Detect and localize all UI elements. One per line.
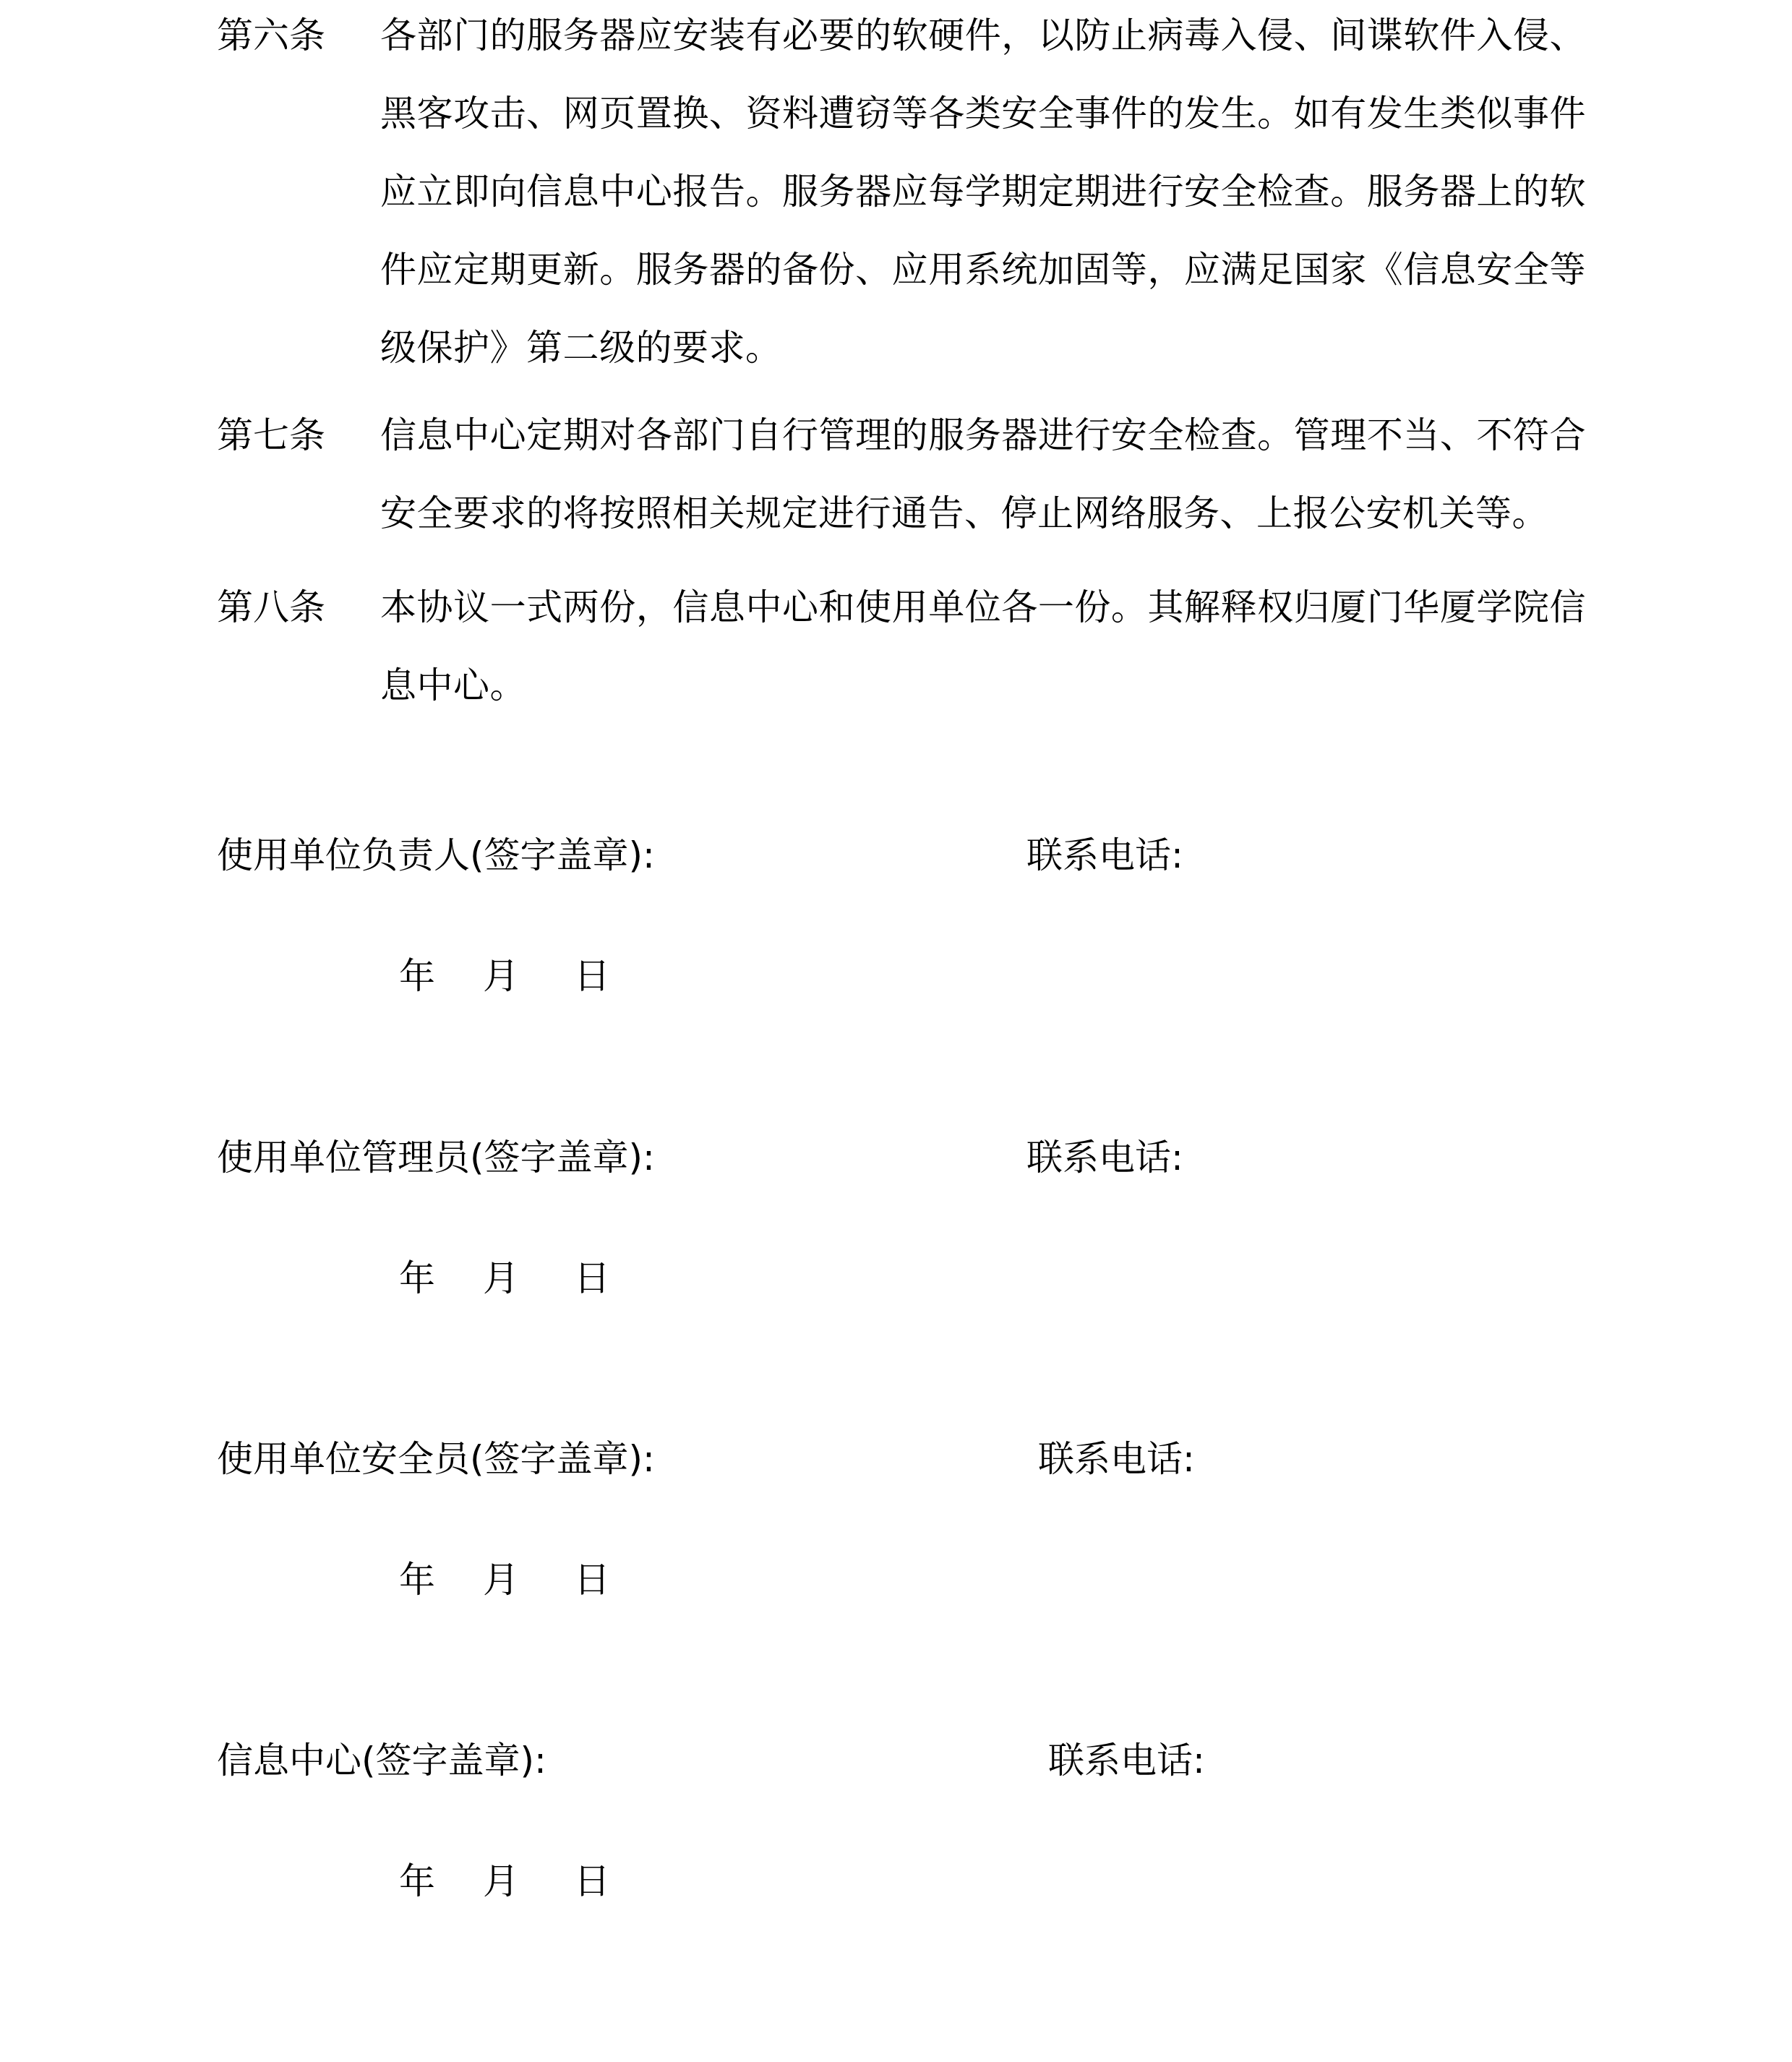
date-day-label: 日 (574, 1860, 610, 1902)
signature-info-center-label: 信息中心(签字盖章): (217, 1740, 546, 1781)
article-8-label: 第八条 (217, 586, 325, 628)
signature-responsible-phone-label: 联系电话: (1026, 834, 1183, 876)
signature-responsible-label: 使用单位负责人(签字盖章): (217, 834, 655, 876)
article-8-text: 本协议一式两份，信息中心和使用单位各一份。其解释权归厦门华厦学院信息中心。 (380, 586, 1586, 706)
signature-security-officer-label: 使用单位安全员(签字盖章): (217, 1438, 655, 1480)
date-year-label: 年 (399, 955, 435, 997)
date-month-label: 月 (483, 1860, 519, 1902)
article-6-text: 各部门的服务器应安装有必要的软硬件，以防止病毒入侵、间谍软件入侵、黑客攻击、网页置换、资料遭窃等各类安全事件的发生。如有发生类似事件应立即向信息中心报告。服务器应每学期定期进行安全检查。服务器上的软件应定期更新。服务器的备份、应用系统加固等，应满足国家《信息安全等级保护》第二级的要求。 (380, 14, 1586, 369)
signature-administrator-phone-label: 联系电话: (1026, 1137, 1183, 1178)
date-year-label: 年 (399, 1860, 435, 1902)
signature-security-officer-phone-label: 联系电话: (1038, 1438, 1195, 1480)
signature-administrator-label: 使用单位管理员(签字盖章): (217, 1137, 655, 1178)
article-7-label: 第七条 (217, 414, 325, 456)
date-day-label: 日 (574, 1257, 610, 1299)
article-8 (217, 568, 1590, 724)
article-6-label: 第六条 (217, 14, 325, 56)
date-day-label: 日 (574, 1559, 610, 1601)
article-7-text: 信息中心定期对各部门自行管理的服务器进行安全检查。管理不当、不符合安全要求的将按照相关规定进行通告、停止网络服务、上报公安机关等。 (380, 414, 1586, 534)
date-year-label: 年 (399, 1257, 435, 1299)
article-7 (217, 396, 1590, 552)
date-year-label: 年 (399, 1559, 435, 1601)
date-month-label: 月 (483, 1257, 519, 1299)
signature-info-center-phone-label: 联系电话: (1048, 1740, 1205, 1781)
date-month-label: 月 (483, 955, 519, 997)
date-day-label: 日 (574, 955, 610, 997)
date-month-label: 月 (483, 1559, 519, 1601)
article-6 (217, 0, 1590, 387)
